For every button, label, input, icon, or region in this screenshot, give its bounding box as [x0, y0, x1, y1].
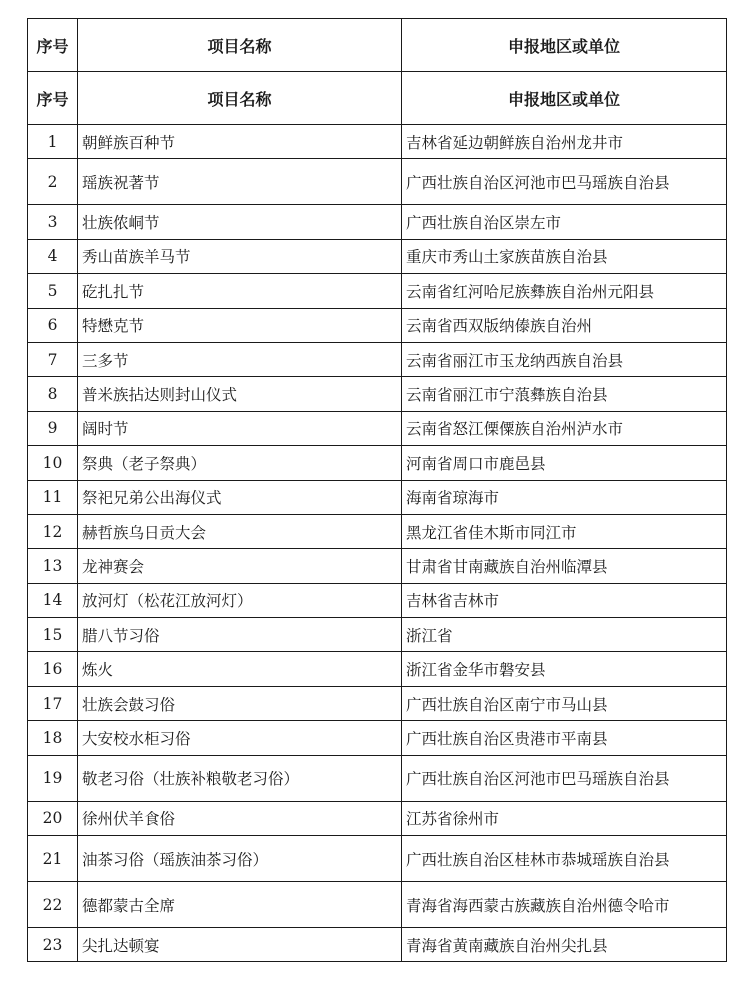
project-name: 赫哲族乌日贡大会: [78, 514, 402, 548]
region-name: 吉林省吉林市: [402, 583, 727, 617]
table-row: [28, 801, 727, 835]
table-row: [28, 342, 727, 376]
header-region: 申报地区或单位: [402, 19, 727, 72]
row-number: 2: [28, 159, 78, 205]
row-number: 14: [28, 583, 78, 617]
region-name: 浙江省金华市磐安县: [402, 652, 727, 686]
row-number: 4: [28, 239, 78, 273]
region-name: 甘肃省甘南藏族自治州临潭县: [402, 549, 727, 583]
header-region: 申报地区或单位: [402, 72, 727, 125]
header-number: 序号: [28, 19, 78, 72]
table-header-row: [28, 19, 727, 72]
region-name: 广西壮族自治区南宁市马山县: [402, 686, 727, 720]
row-number: 10: [28, 446, 78, 480]
region-name: 广西壮族自治区崇左市: [402, 205, 727, 239]
table-row: [28, 755, 727, 801]
table-row: [28, 125, 727, 159]
region-name: 海南省琼海市: [402, 480, 727, 514]
project-name: 矻扎扎节: [78, 274, 402, 308]
region-name: 云南省红河哈尼族彝族自治州元阳县: [402, 274, 727, 308]
project-name: 放河灯（松花江放河灯）: [78, 583, 402, 617]
project-name: 敬老习俗（壮族补粮敬老习俗）: [78, 755, 402, 801]
project-name: 徐州伏羊食俗: [78, 801, 402, 835]
header-number: 序号: [28, 72, 78, 125]
project-name: 普米族拈达则封山仪式: [78, 377, 402, 411]
row-number: 3: [28, 205, 78, 239]
project-name: 壮族侬峒节: [78, 205, 402, 239]
project-name: 德都蒙古全席: [78, 882, 402, 928]
row-number: 15: [28, 618, 78, 652]
region-name: 江苏省徐州市: [402, 801, 727, 835]
table-row: [28, 882, 727, 928]
project-name: 炼火: [78, 652, 402, 686]
table-row: [28, 686, 727, 720]
project-name: 瑶族祝著节: [78, 159, 402, 205]
table-row: [28, 411, 727, 445]
row-number: 12: [28, 514, 78, 548]
row-number: 19: [28, 755, 78, 801]
region-name: 吉林省延边朝鲜族自治州龙井市: [402, 125, 727, 159]
table-row: [28, 928, 727, 962]
row-number: 21: [28, 836, 78, 882]
region-name: 河南省周口市鹿邑县: [402, 446, 727, 480]
region-name: 青海省黄南藏族自治州尖扎县: [402, 928, 727, 962]
project-name: 阔时节: [78, 411, 402, 445]
region-name: 广西壮族自治区河池市巴马瑶族自治县: [402, 159, 727, 205]
project-name: 龙神赛会: [78, 549, 402, 583]
table-row: [28, 377, 727, 411]
table-header-row-repeat: [28, 72, 727, 125]
table-row: [28, 583, 727, 617]
table-row: [28, 836, 727, 882]
row-number: 9: [28, 411, 78, 445]
table-row: [28, 721, 727, 755]
table-row: [28, 549, 727, 583]
row-number: 7: [28, 342, 78, 376]
project-name: 油茶习俗（瑶族油茶习俗）: [78, 836, 402, 882]
row-number: 18: [28, 721, 78, 755]
project-name: 特懋克节: [78, 308, 402, 342]
row-number: 17: [28, 686, 78, 720]
project-name: 大安校水柜习俗: [78, 721, 402, 755]
project-name: 朝鲜族百种节: [78, 125, 402, 159]
table-row: [28, 652, 727, 686]
row-number: 8: [28, 377, 78, 411]
table-row: [28, 274, 727, 308]
table-row: [28, 514, 727, 548]
region-name: 云南省丽江市宁蒗彝族自治县: [402, 377, 727, 411]
project-name: 祭祀兄弟公出海仪式: [78, 480, 402, 514]
region-name: 云南省怒江傈僳族自治州泸水市: [402, 411, 727, 445]
project-name: 秀山苗族羊马节: [78, 239, 402, 273]
table-row: [28, 308, 727, 342]
row-number: 1: [28, 125, 78, 159]
table-row: [28, 618, 727, 652]
project-name: 祭典（老子祭典）: [78, 446, 402, 480]
region-name: 云南省丽江市玉龙纳西族自治县: [402, 342, 727, 376]
project-name: 尖扎达顿宴: [78, 928, 402, 962]
row-number: 13: [28, 549, 78, 583]
header-project-name: 项目名称: [78, 72, 402, 125]
region-name: 云南省西双版纳傣族自治州: [402, 308, 727, 342]
project-name: 壮族会鼓习俗: [78, 686, 402, 720]
project-name: 腊八节习俗: [78, 618, 402, 652]
project-name: 三多节: [78, 342, 402, 376]
header-project-name: 项目名称: [78, 19, 402, 72]
table-row: [28, 239, 727, 273]
region-name: 广西壮族自治区贵港市平南县: [402, 721, 727, 755]
region-name: 青海省海西蒙古族藏族自治州德令哈市: [402, 882, 727, 928]
row-number: 22: [28, 882, 78, 928]
row-number: 16: [28, 652, 78, 686]
region-name: 黑龙江省佳木斯市同江市: [402, 514, 727, 548]
region-name: 重庆市秀山土家族苗族自治县: [402, 239, 727, 273]
region-name: 广西壮族自治区桂林市恭城瑶族自治县: [402, 836, 727, 882]
row-number: 23: [28, 928, 78, 962]
region-name: 浙江省: [402, 618, 727, 652]
row-number: 5: [28, 274, 78, 308]
table-row: [28, 205, 727, 239]
table-row: [28, 446, 727, 480]
row-number: 6: [28, 308, 78, 342]
region-name: 广西壮族自治区河池市巴马瑶族自治县: [402, 755, 727, 801]
heritage-project-table: [27, 18, 727, 962]
table-row: [28, 159, 727, 205]
row-number: 20: [28, 801, 78, 835]
table-row: [28, 480, 727, 514]
row-number: 11: [28, 480, 78, 514]
